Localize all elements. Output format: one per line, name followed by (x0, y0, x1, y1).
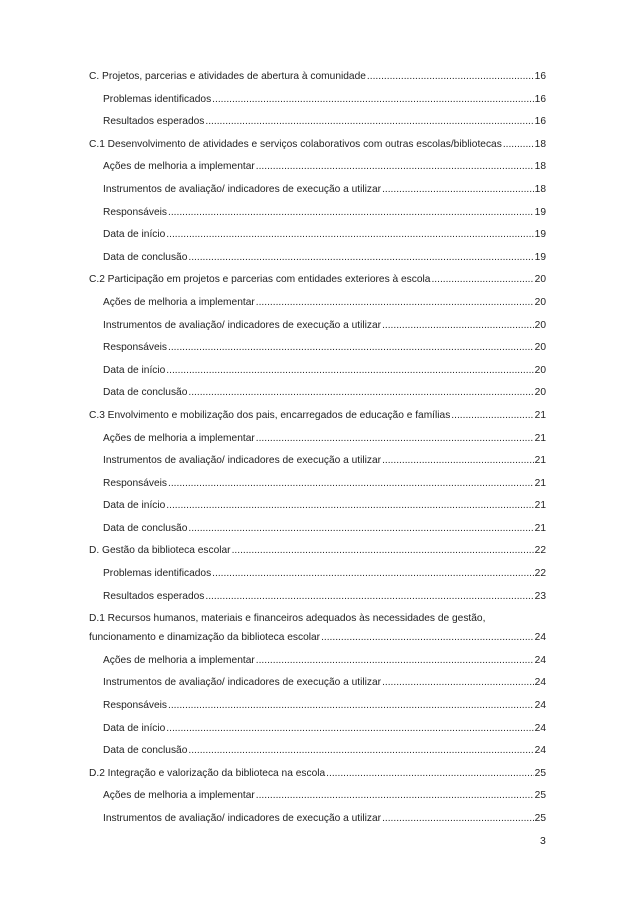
dot-leader (382, 454, 534, 468)
dot-leader (326, 767, 533, 781)
toc-entry-page: 16 (534, 93, 546, 105)
toc-entry-label: Responsáveis (103, 477, 167, 489)
toc-entry-label: Responsáveis (103, 700, 167, 712)
toc-entry-page: 20 (534, 387, 546, 399)
toc-entry-page: 25 (534, 813, 546, 824)
toc-entry-page: 18 (534, 183, 546, 195)
toc-entry-label: Responsáveis (103, 206, 167, 218)
toc-entry[interactable] (89, 590, 546, 604)
toc-entry[interactable] (89, 722, 546, 736)
dot-leader (205, 590, 533, 604)
toc-entry-label: Problemas identificados (103, 93, 212, 105)
toc-entry[interactable] (89, 138, 546, 152)
toc-entry-label: Resultados esperados (103, 116, 205, 128)
toc-entry-page: 22 (534, 545, 546, 557)
toc-entry[interactable] (89, 228, 546, 242)
toc-entry[interactable] (89, 432, 546, 446)
toc-entry[interactable] (89, 93, 546, 107)
toc-entry-label: Ações de melhoria a implementar (103, 654, 255, 666)
toc-entry[interactable] (89, 454, 546, 468)
dot-leader (212, 93, 533, 107)
toc-entry-label: C. Projetos, parcerias e atividades de abertura à comunidade (89, 71, 366, 82)
toc-entry-page: 24 (534, 677, 546, 689)
toc-entry[interactable] (89, 183, 546, 197)
toc-entry-page: 25 (534, 767, 546, 779)
toc-entry[interactable] (89, 812, 546, 826)
toc-entry-label: Ações de melhoria a implementar (103, 296, 255, 308)
dot-leader (382, 183, 534, 197)
toc-entry-label: Instrumentos de avaliação/ indicadores de execução a utilizar (103, 455, 382, 467)
toc-entry-page: 21 (534, 409, 546, 421)
dot-leader (168, 699, 534, 713)
toc-entry[interactable] (89, 699, 546, 713)
dot-leader (321, 631, 534, 645)
toc-entry-page: 24 (534, 700, 546, 712)
toc-entry[interactable] (89, 767, 546, 781)
toc-entry-page: 20 (534, 296, 546, 308)
toc-entry[interactable] (89, 386, 546, 400)
toc-entry[interactable] (89, 544, 546, 558)
dot-leader (166, 722, 533, 736)
toc-entry-label: Ações de melhoria a implementar (103, 161, 255, 173)
toc-entry-label: C.3 Envolvimento e mobilização dos pais, encarregados de educação e famílias (89, 409, 451, 421)
toc-entry[interactable] (89, 341, 546, 355)
toc-entry-page: 19 (534, 206, 546, 218)
toc-entry-label: Data de início (103, 364, 166, 376)
dot-leader (166, 364, 533, 378)
dot-leader (382, 319, 534, 333)
dot-leader (188, 386, 533, 400)
toc-entry-label: Data de conclusão (103, 387, 188, 399)
toc-entry[interactable] (89, 273, 546, 287)
table-of-contents (89, 70, 546, 835)
dot-leader (256, 432, 534, 446)
dot-leader (256, 160, 534, 174)
toc-entry[interactable] (89, 522, 546, 536)
dot-leader (382, 812, 534, 826)
toc-entry[interactable] (89, 612, 546, 645)
dot-leader (188, 522, 533, 536)
toc-entry-label: Instrumentos de avaliação/ indicadores de execução a utilizar (103, 813, 382, 824)
toc-entry[interactable] (89, 409, 546, 423)
toc-entry-page: 16 (534, 71, 546, 82)
toc-entry-page: 20 (534, 274, 546, 286)
toc-entry[interactable] (89, 744, 546, 758)
dot-leader (168, 477, 534, 491)
toc-entry-page: 20 (534, 319, 546, 331)
toc-entry-label: Data de início (103, 229, 166, 241)
toc-entry-page: 24 (534, 632, 546, 644)
dot-leader (212, 567, 533, 581)
dot-leader (168, 206, 534, 220)
toc-entry-page: 19 (534, 251, 546, 263)
dot-leader (382, 676, 534, 690)
toc-entry-page: 22 (534, 568, 546, 580)
toc-entry-label: C.2 Participação em projetos e parcerias com entidades exteriores à escola (89, 274, 431, 286)
toc-entry-label: Ações de melhoria a implementar (103, 790, 255, 802)
toc-entry-label: Responsáveis (103, 342, 167, 354)
toc-entry-page: 25 (534, 790, 546, 802)
toc-entry[interactable] (89, 499, 546, 513)
toc-entry-label: Data de início (103, 500, 166, 512)
toc-entry-label: D.2 Integração e valorização da biblioteca na escola (89, 767, 326, 779)
dot-leader (188, 744, 533, 758)
toc-entry[interactable] (89, 251, 546, 265)
toc-entry-page: 18 (534, 138, 546, 150)
toc-entry[interactable] (89, 115, 546, 129)
toc-entry-page: 20 (534, 364, 546, 376)
toc-entry-label: Instrumentos de avaliação/ indicadores de execução a utilizar (103, 183, 382, 195)
dot-leader (431, 273, 533, 287)
toc-entry-page: 24 (534, 722, 546, 734)
toc-entry-label: Data de conclusão (103, 745, 188, 757)
toc-entry-page: 21 (534, 477, 546, 489)
toc-entry-page: 24 (534, 745, 546, 757)
dot-leader (256, 296, 534, 310)
toc-entry[interactable] (89, 206, 546, 220)
toc-entry[interactable] (89, 160, 546, 174)
toc-entry-page: 19 (534, 229, 546, 241)
toc-entry-label: Ações de melhoria a implementar (103, 432, 255, 444)
toc-entry-page: 21 (534, 455, 546, 467)
toc-entry[interactable] (89, 70, 546, 84)
toc-entry-page: 24 (534, 654, 546, 666)
toc-entry[interactable] (89, 654, 546, 668)
dot-leader (451, 409, 533, 423)
dot-leader (205, 115, 533, 129)
toc-entry[interactable] (89, 567, 546, 581)
toc-entry-page: 18 (534, 161, 546, 173)
toc-entry-page: 21 (534, 500, 546, 512)
toc-entry-page: 21 (534, 522, 546, 534)
toc-entry[interactable] (89, 477, 546, 491)
toc-entry-page: 21 (534, 432, 546, 444)
toc-entry-label: Problemas identificados (103, 568, 212, 580)
page-number: 3 (540, 835, 546, 847)
dot-leader (256, 654, 534, 668)
dot-leader (188, 251, 533, 265)
toc-entry-page: 23 (534, 590, 546, 602)
toc-entry-label: Data de conclusão (103, 522, 188, 534)
toc-entry-label: C.1 Desenvolvimento de atividades e serviços colaborativos com outras escolas/bibliotecas (89, 138, 502, 150)
toc-entry-label: Data de conclusão (103, 251, 188, 263)
toc-entry[interactable] (89, 364, 546, 378)
toc-entry[interactable] (89, 319, 546, 333)
dot-leader (166, 499, 533, 513)
toc-entry[interactable] (89, 676, 546, 690)
toc-entry-label: Resultados esperados (103, 590, 205, 602)
toc-entry-label: Instrumentos de avaliação/ indicadores de execução a utilizar (103, 677, 382, 689)
dot-leader (232, 544, 534, 558)
dot-leader (168, 341, 534, 355)
toc-entry[interactable] (89, 296, 546, 310)
dot-leader (367, 70, 534, 84)
dot-leader (503, 138, 534, 152)
toc-entry-label: Instrumentos de avaliação/ indicadores de execução a utilizar (103, 319, 382, 331)
dot-leader (256, 789, 534, 803)
toc-entry[interactable] (89, 789, 546, 803)
toc-entry-label: D. Gestão da biblioteca escolar (89, 545, 231, 557)
toc-entry-label: Data de início (103, 722, 166, 734)
toc-entry-label-continued: funcionamento e dinamização da biblioteca escolar (89, 632, 321, 644)
toc-entry-label: D.1 Recursos humanos, materiais e financeiros adequados às necessidades de gestão, (89, 613, 486, 625)
dot-leader (166, 228, 533, 242)
toc-entry-page: 16 (534, 116, 546, 128)
toc-entry-page: 20 (534, 342, 546, 354)
